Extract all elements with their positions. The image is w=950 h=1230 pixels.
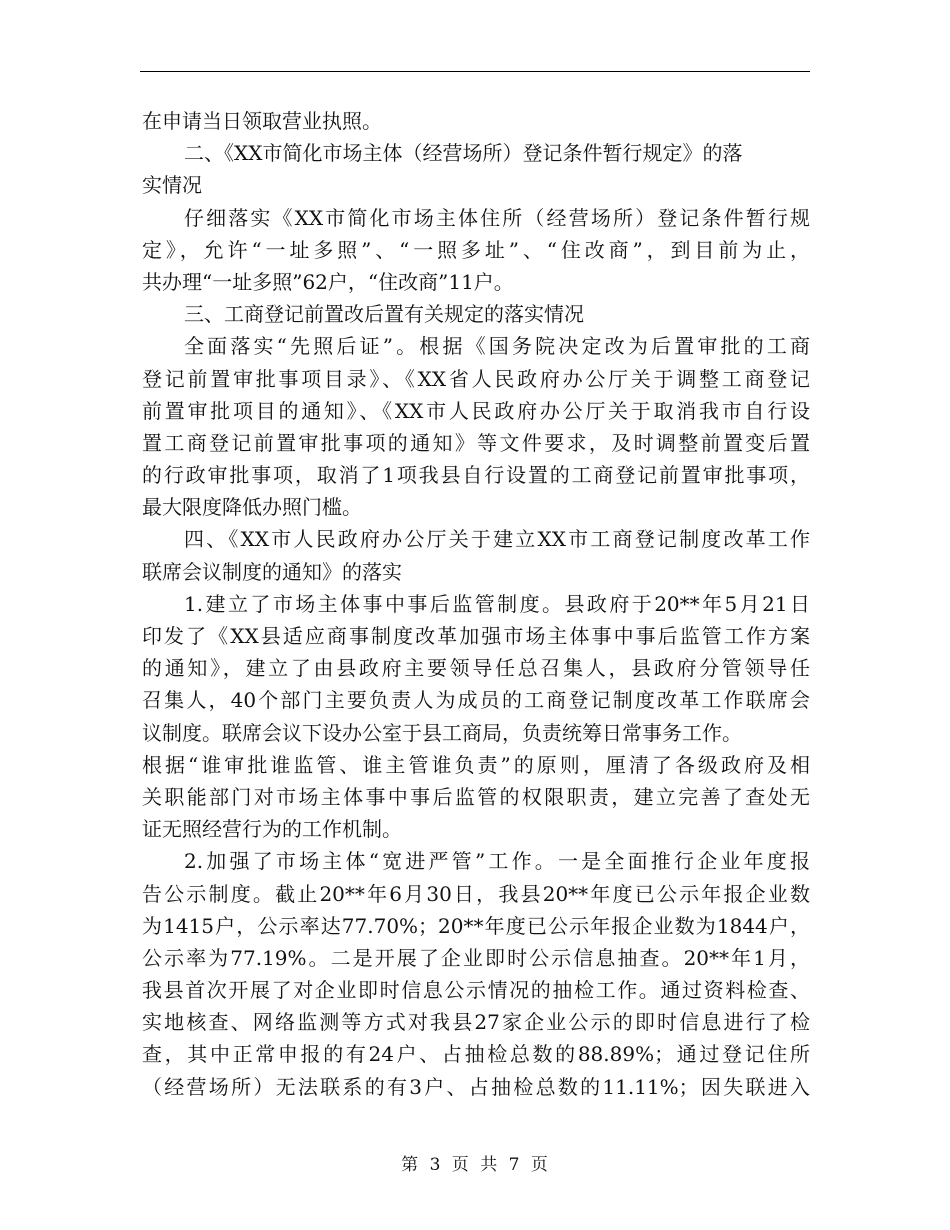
body-line: 2.加强了市场主体“宽进严管”工作。一是全面推行企业年度报 bbox=[184, 849, 810, 874]
body-line: 前置审批项目的通知》、《XX市人民政府办公厅关于取消我市自行设 bbox=[142, 398, 810, 423]
section-heading: 四、《XX市人民政府办公厅关于建立XX市工商登记制度改革工作 bbox=[184, 527, 810, 552]
body-line: 证无照经营行为的工作机制。 bbox=[142, 817, 402, 842]
body-line: 关职能部门对市场主体事中事后监管的权限职责，建立完善了查处无 bbox=[142, 784, 810, 809]
page-number-footer: 第 3 页 共 7 页 bbox=[401, 1155, 549, 1175]
section-heading: 二、《XX市简化市场主体（经营场所）登记条件暂行规定》的落 bbox=[184, 141, 743, 166]
body-line: 登记前置审批事项目录》、《XX省人民政府办公厅关于调整工商登记 bbox=[142, 366, 810, 391]
body-line: 根据“谁审批谁监管、谁主管谁负责”的原则，厘清了各级政府及相 bbox=[142, 752, 810, 777]
body-line: 仔细落实《XX市简化市场主体住所（经营场所）登记条件暂行规 bbox=[184, 205, 810, 230]
body-line: 在申请当日领取营业执照。 bbox=[142, 109, 382, 133]
body-line: 1.建立了市场主体事中事后监管制度。县政府于20**年5月21日 bbox=[184, 591, 810, 616]
body-line: 置工商登记前置审批事项的通知》等文件要求，及时调整前置变后置 bbox=[142, 430, 810, 455]
body-line: 议制度。联席会议下设办公室于县工商局，负责统筹日常事务工作。 bbox=[142, 720, 742, 745]
body-line: 的通知》，建立了由县政府主要领导任总召集人，县政府分管领导任 bbox=[142, 656, 810, 681]
body-line: 实地核查、网络监测等方式对我县27家企业公示的即时信息进行了检 bbox=[142, 1010, 810, 1035]
body-line: 查，其中正常申报的有24户、占抽检总数的88.89%；通过登记住所 bbox=[142, 1042, 810, 1067]
body-line: 我县首次开展了对企业即时信息公示情况的抽检工作。通过资料检查、 bbox=[142, 978, 810, 1003]
body-line: 全面落实“先照后证”。根据《国务院决定改为后置审批的工商 bbox=[184, 334, 810, 359]
section-heading-cont: 联席会议制度的通知》的落实 bbox=[142, 559, 402, 584]
body-line: 召集人，40个部门主要负责人为成员的工商登记制度改革工作联席会 bbox=[142, 688, 810, 713]
body-line: 共办理“一址多照”62户，“住改商”11户。 bbox=[142, 269, 514, 294]
body-line: 为1415户，公示率达77.70%；20**年度已公示年报企业数为1844户， bbox=[142, 913, 810, 938]
header-rule bbox=[140, 71, 810, 72]
body-line: 印发了《XX县适应商事制度改革加强市场主体事中事后监管工作方案 bbox=[142, 624, 810, 648]
section-heading-cont: 实情况 bbox=[142, 173, 202, 198]
section-heading: 三、工商登记前置改后置有关规定的落实情况 bbox=[184, 302, 584, 327]
body-line: 告公示制度。截止20**年6月30日，我县20**年度已公示年报企业数 bbox=[142, 881, 810, 906]
body-line: （经营场所）无法联系的有3户、占抽检总数的11.11%；因失联进入 bbox=[142, 1074, 810, 1099]
body-line: 的行政审批事项，取消了1项我县自行设置的工商登记前置审批事项， bbox=[142, 463, 810, 488]
body-line: 公示率为77.19%。二是开展了企业即时公示信息抽查。20**年1月， bbox=[142, 945, 810, 970]
body-line: 最大限度降低办照门槛。 bbox=[142, 495, 362, 520]
body-line: 定》，允许“一址多照”、“一照多址”、“住改商”，到目前为止， bbox=[142, 237, 810, 262]
document-body bbox=[142, 105, 810, 1103]
